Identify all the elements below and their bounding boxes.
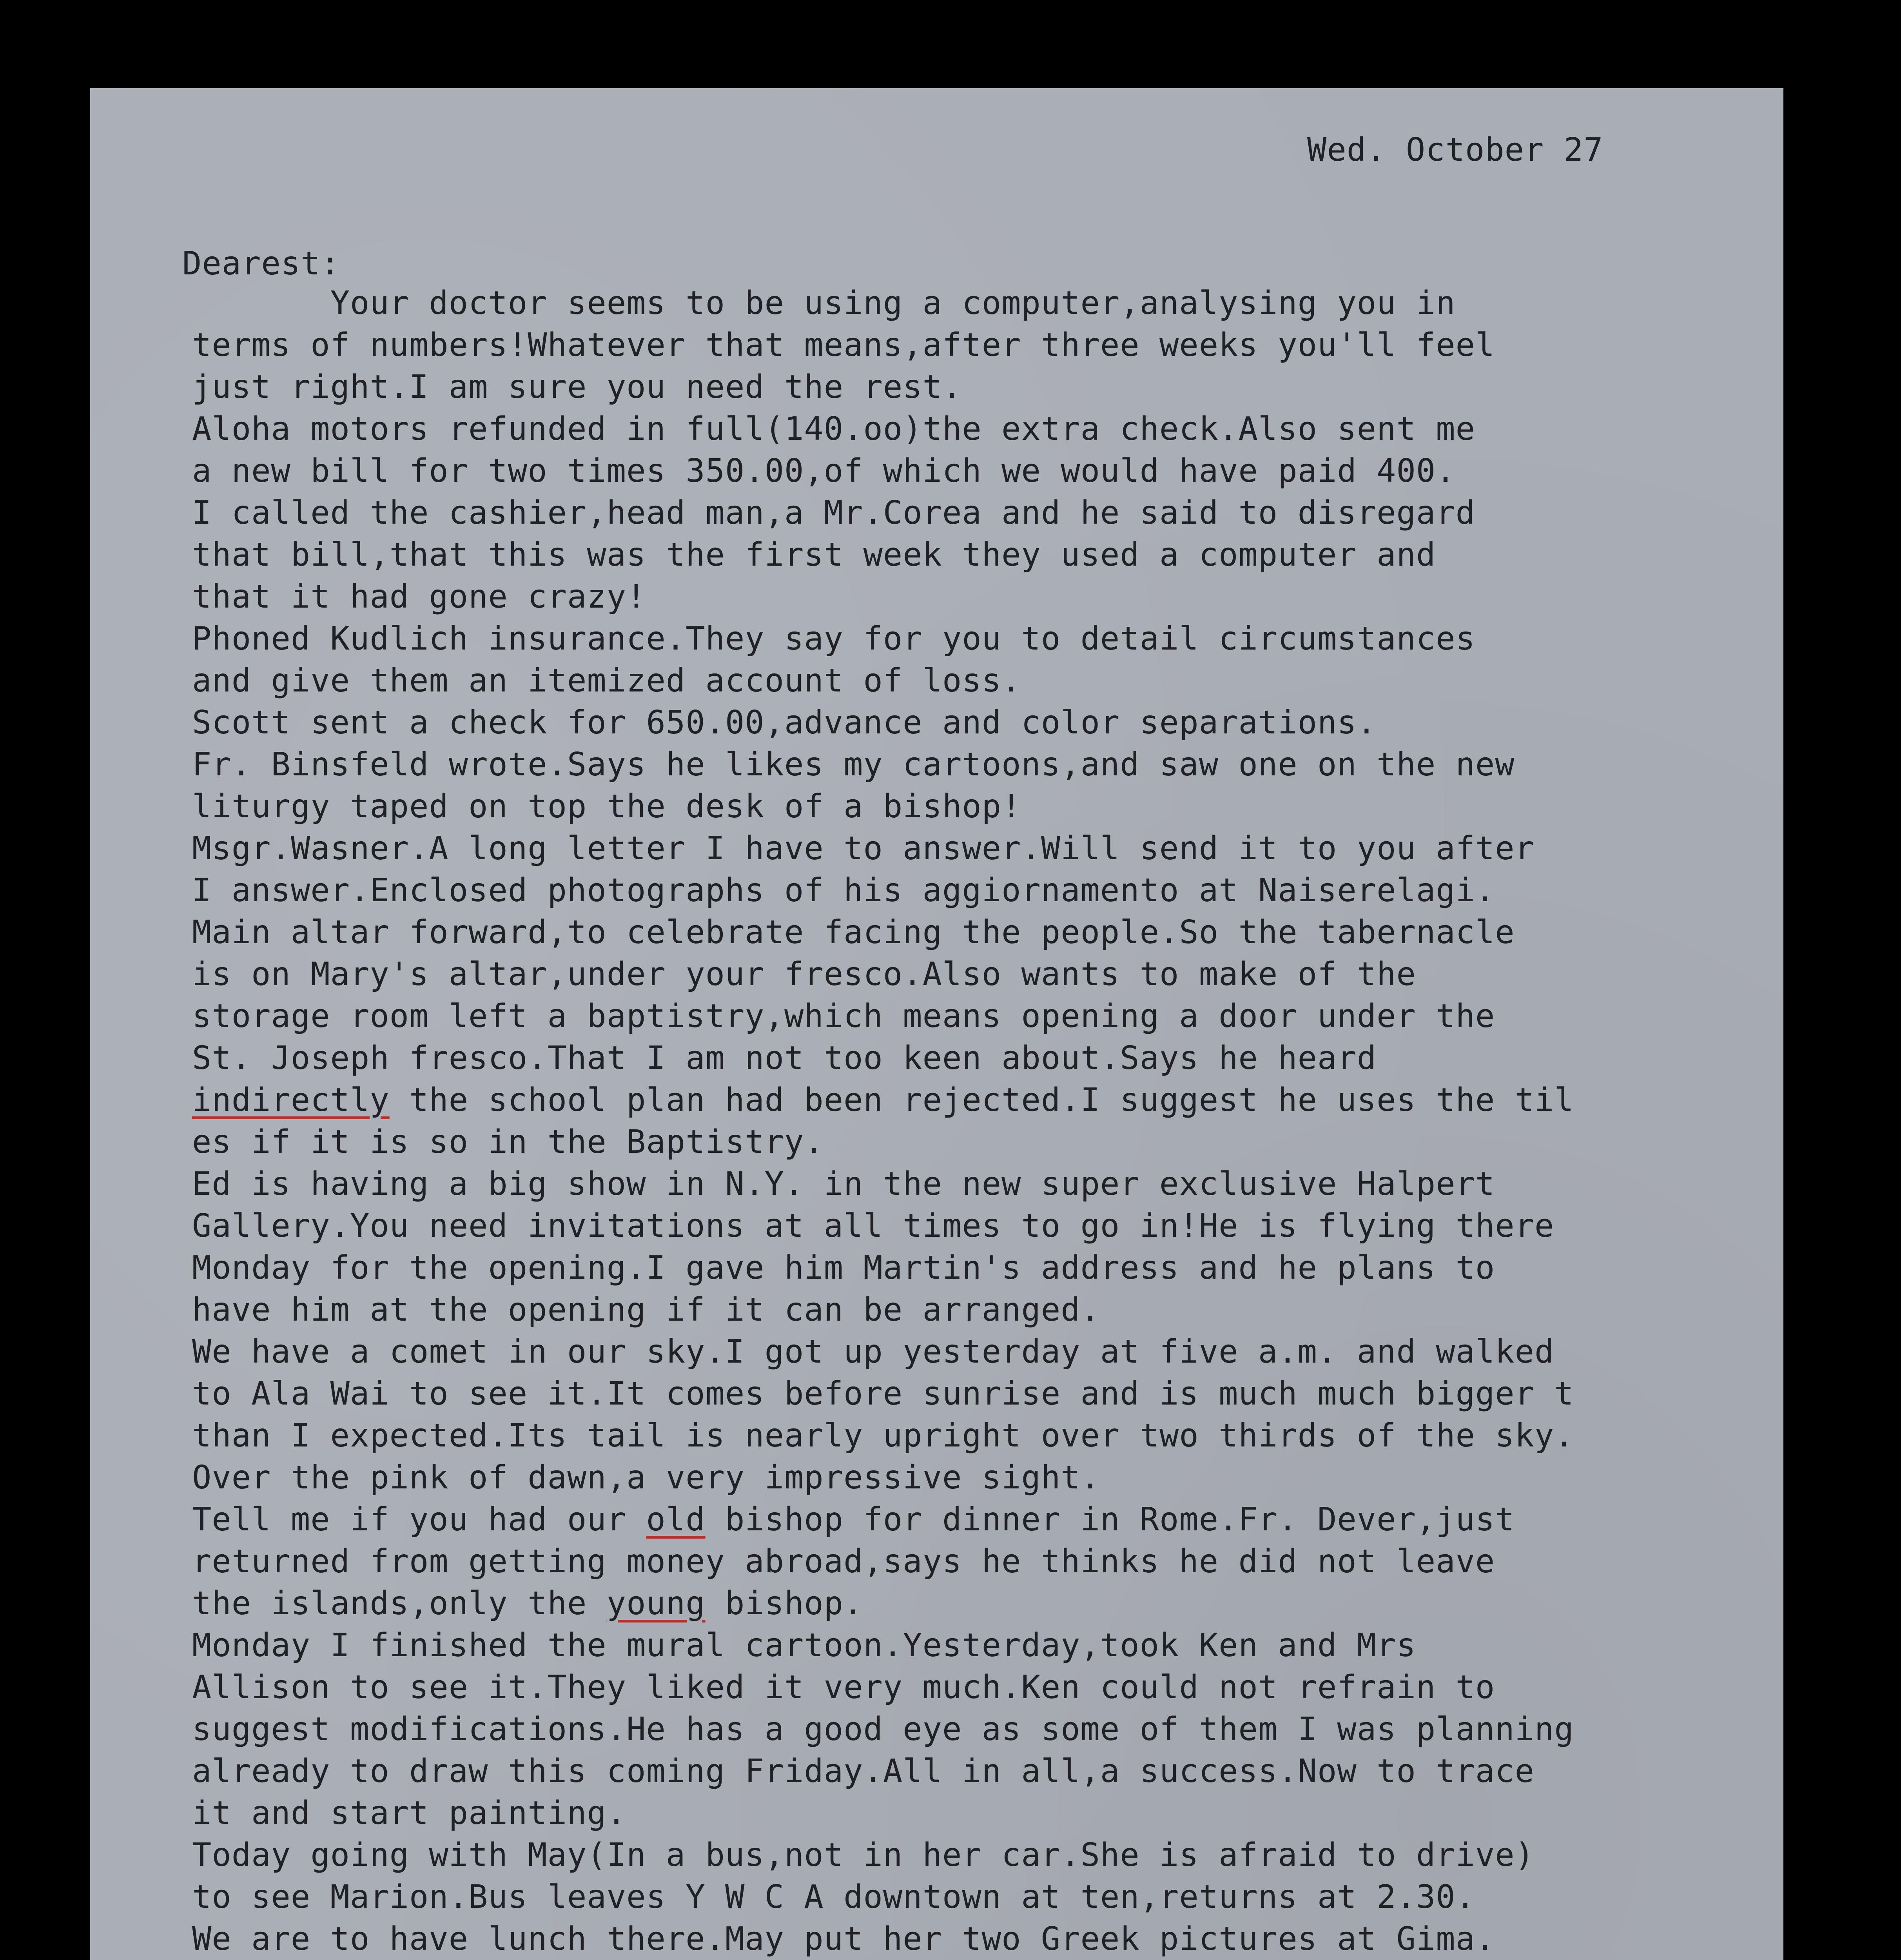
- letter-text: Main altar forward,to celebrate facing the people.So the tabernacle: [192, 914, 1515, 951]
- letter-line: [192, 534, 1574, 576]
- letter-line: [192, 366, 1574, 408]
- letter-line: [192, 1037, 1574, 1079]
- underlined-word: young: [606, 1585, 706, 1622]
- letter-line: [192, 744, 1574, 786]
- letter-line: [192, 576, 1574, 618]
- letter-text: Monday for the opening.I gave him Martin's address and he plans to: [192, 1249, 1495, 1287]
- letter-text: Tell me if you had our: [192, 1501, 646, 1538]
- letter-line: [192, 1583, 1574, 1624]
- letter-text: the school plan had been rejected.I suggest he uses the til: [389, 1082, 1574, 1119]
- letter-body: [192, 282, 1574, 1960]
- letter-text: than I expected.Its tail is nearly upright over two thirds of the sky.: [192, 1417, 1574, 1454]
- letter-text: suggest modifications.He has a good eye as some of them I was planning: [192, 1711, 1574, 1748]
- letter-line: [192, 911, 1574, 953]
- letter-line: [192, 324, 1574, 366]
- letter-text: storage room left a baptistry,which means opening a door under the: [192, 998, 1495, 1035]
- letter-line: [192, 1247, 1574, 1289]
- letter-line: [192, 1373, 1574, 1415]
- letter-sheet: [90, 88, 1783, 1960]
- letter-text: and give them an itemized account of loss.: [192, 662, 1021, 699]
- letter-text: bishop.: [705, 1585, 863, 1622]
- letter-text: Today going with May(In a bus,not in her car.She is afraid to drive): [192, 1837, 1535, 1874]
- letter-text: that it had gone crazy!: [192, 578, 646, 615]
- letter-line: [192, 1834, 1574, 1876]
- letter-text: We are to have lunch there.May put her two Greek pictures at Gima.: [192, 1920, 1495, 1958]
- letter-line: [192, 1876, 1574, 1918]
- letter-line: [192, 828, 1574, 869]
- letter-line: [192, 1499, 1574, 1541]
- letter-line: [192, 660, 1574, 702]
- letter-line: [192, 1708, 1574, 1750]
- letter-line: [192, 1624, 1574, 1666]
- letter-line: [192, 408, 1574, 450]
- letter-text: terms of numbers!Whatever that means,after three weeks you'll feel: [192, 327, 1495, 364]
- letter-text: to see Marion.Bus leaves Y W C A downtown at ten,returns at 2.30.: [192, 1878, 1475, 1916]
- letter-text: I called the cashier,head man,a Mr.Corea and he said to disregard: [192, 494, 1475, 532]
- letter-text: already to draw this coming Friday.All in all,a success.Now to trace: [192, 1753, 1535, 1790]
- letter-text: that bill,that this was the first week they used a computer and: [192, 536, 1436, 573]
- letter-line: [192, 995, 1574, 1037]
- letter-text: a new bill for two times 350.00,of which we would have paid 400.: [192, 452, 1456, 490]
- letter-text: Aloha motors refunded in full(140.oo)the extra check.Also sent me: [192, 410, 1475, 448]
- letter-text: Msgr.Wasner.A long letter I have to answer.Will send it to you after: [192, 830, 1535, 867]
- letter-text: Monday I finished the mural cartoon.Yesterday,took Ken and Mrs: [192, 1627, 1416, 1664]
- letter-text: the islands,only the: [192, 1585, 607, 1622]
- letter-text: have him at the opening if it can be arranged.: [192, 1291, 1100, 1328]
- letter-line: [192, 1541, 1574, 1583]
- letter-line: [192, 786, 1574, 828]
- letter-text: liturgy taped on top the desk of a bishop!: [192, 788, 1021, 825]
- letter-line: [192, 1457, 1574, 1499]
- letter-line: [192, 1750, 1574, 1792]
- letter-text: St. Joseph fresco.That I am not too keen about.Says he heard: [192, 1040, 1377, 1077]
- letter-text: bishop for dinner in Rome.Fr. Dever,just: [705, 1501, 1515, 1538]
- letter-line: [192, 450, 1574, 492]
- letter-line: [192, 869, 1574, 911]
- letter-text: Phoned Kudlich insurance.They say for you to detail circumstances: [192, 620, 1475, 657]
- letter-text: Over the pink of dawn,a very impressive sight.: [192, 1459, 1100, 1496]
- letter-text: es if it is so in the Baptistry.: [192, 1123, 824, 1161]
- letter-line: [192, 618, 1574, 660]
- letter-line: [192, 1079, 1574, 1121]
- letter-text: to Ala Wai to see it.It comes before sunrise and is much much bigger t: [192, 1375, 1574, 1412]
- letter-line: [192, 1163, 1574, 1205]
- letter-text: Ed is having a big show in N.Y. in the new super exclusive Halpert: [192, 1165, 1495, 1203]
- letter-text: I answer.Enclosed photographs of his aggiornamento at Naiserelagi.: [192, 872, 1495, 909]
- letter-line: [192, 953, 1574, 995]
- letter-text: Allison to see it.They liked it very much.Ken could not refrain to: [192, 1669, 1495, 1706]
- letter-line: [192, 282, 1574, 324]
- underlined-word: old: [646, 1501, 706, 1538]
- letter-line: [192, 1121, 1574, 1163]
- letter-text: Gallery.You need invitations at all times to go in!He is flying there: [192, 1207, 1555, 1245]
- letter-line: [192, 1415, 1574, 1457]
- letter-line: [192, 1205, 1574, 1247]
- letter-line: [192, 1289, 1574, 1331]
- letter-date: Wed. October 27: [1307, 131, 1604, 169]
- letter-line: [192, 1331, 1574, 1373]
- letter-text: Scott sent a check for 650.00,advance and color separations.: [192, 704, 1377, 741]
- letter-line: [192, 702, 1574, 744]
- letter-text: We have a comet in our sky.I got up yesterday at five a.m. and walked: [192, 1333, 1555, 1370]
- letter-line: [192, 1666, 1574, 1708]
- letter-text: just right.I am sure you need the rest.: [192, 368, 962, 406]
- letter-salutation: Dearest:: [182, 245, 340, 282]
- letter-text: is on Mary's altar,under your fresco.Also wants to make of the: [192, 956, 1416, 993]
- underlined-word: indirectly: [192, 1082, 390, 1119]
- letter-line: [192, 1918, 1574, 1960]
- letter-text: Fr. Binsfeld wrote.Says he likes my cartoons,and saw one on the new: [192, 746, 1515, 783]
- letter-text: it and start painting.: [192, 1795, 627, 1832]
- letter-text: returned from getting money abroad,says he thinks he did not leave: [192, 1543, 1495, 1580]
- letter-line: [192, 1792, 1574, 1834]
- letter-text: Your doctor seems to be using a computer,analysing you in: [192, 285, 1456, 322]
- letter-line: [192, 492, 1574, 534]
